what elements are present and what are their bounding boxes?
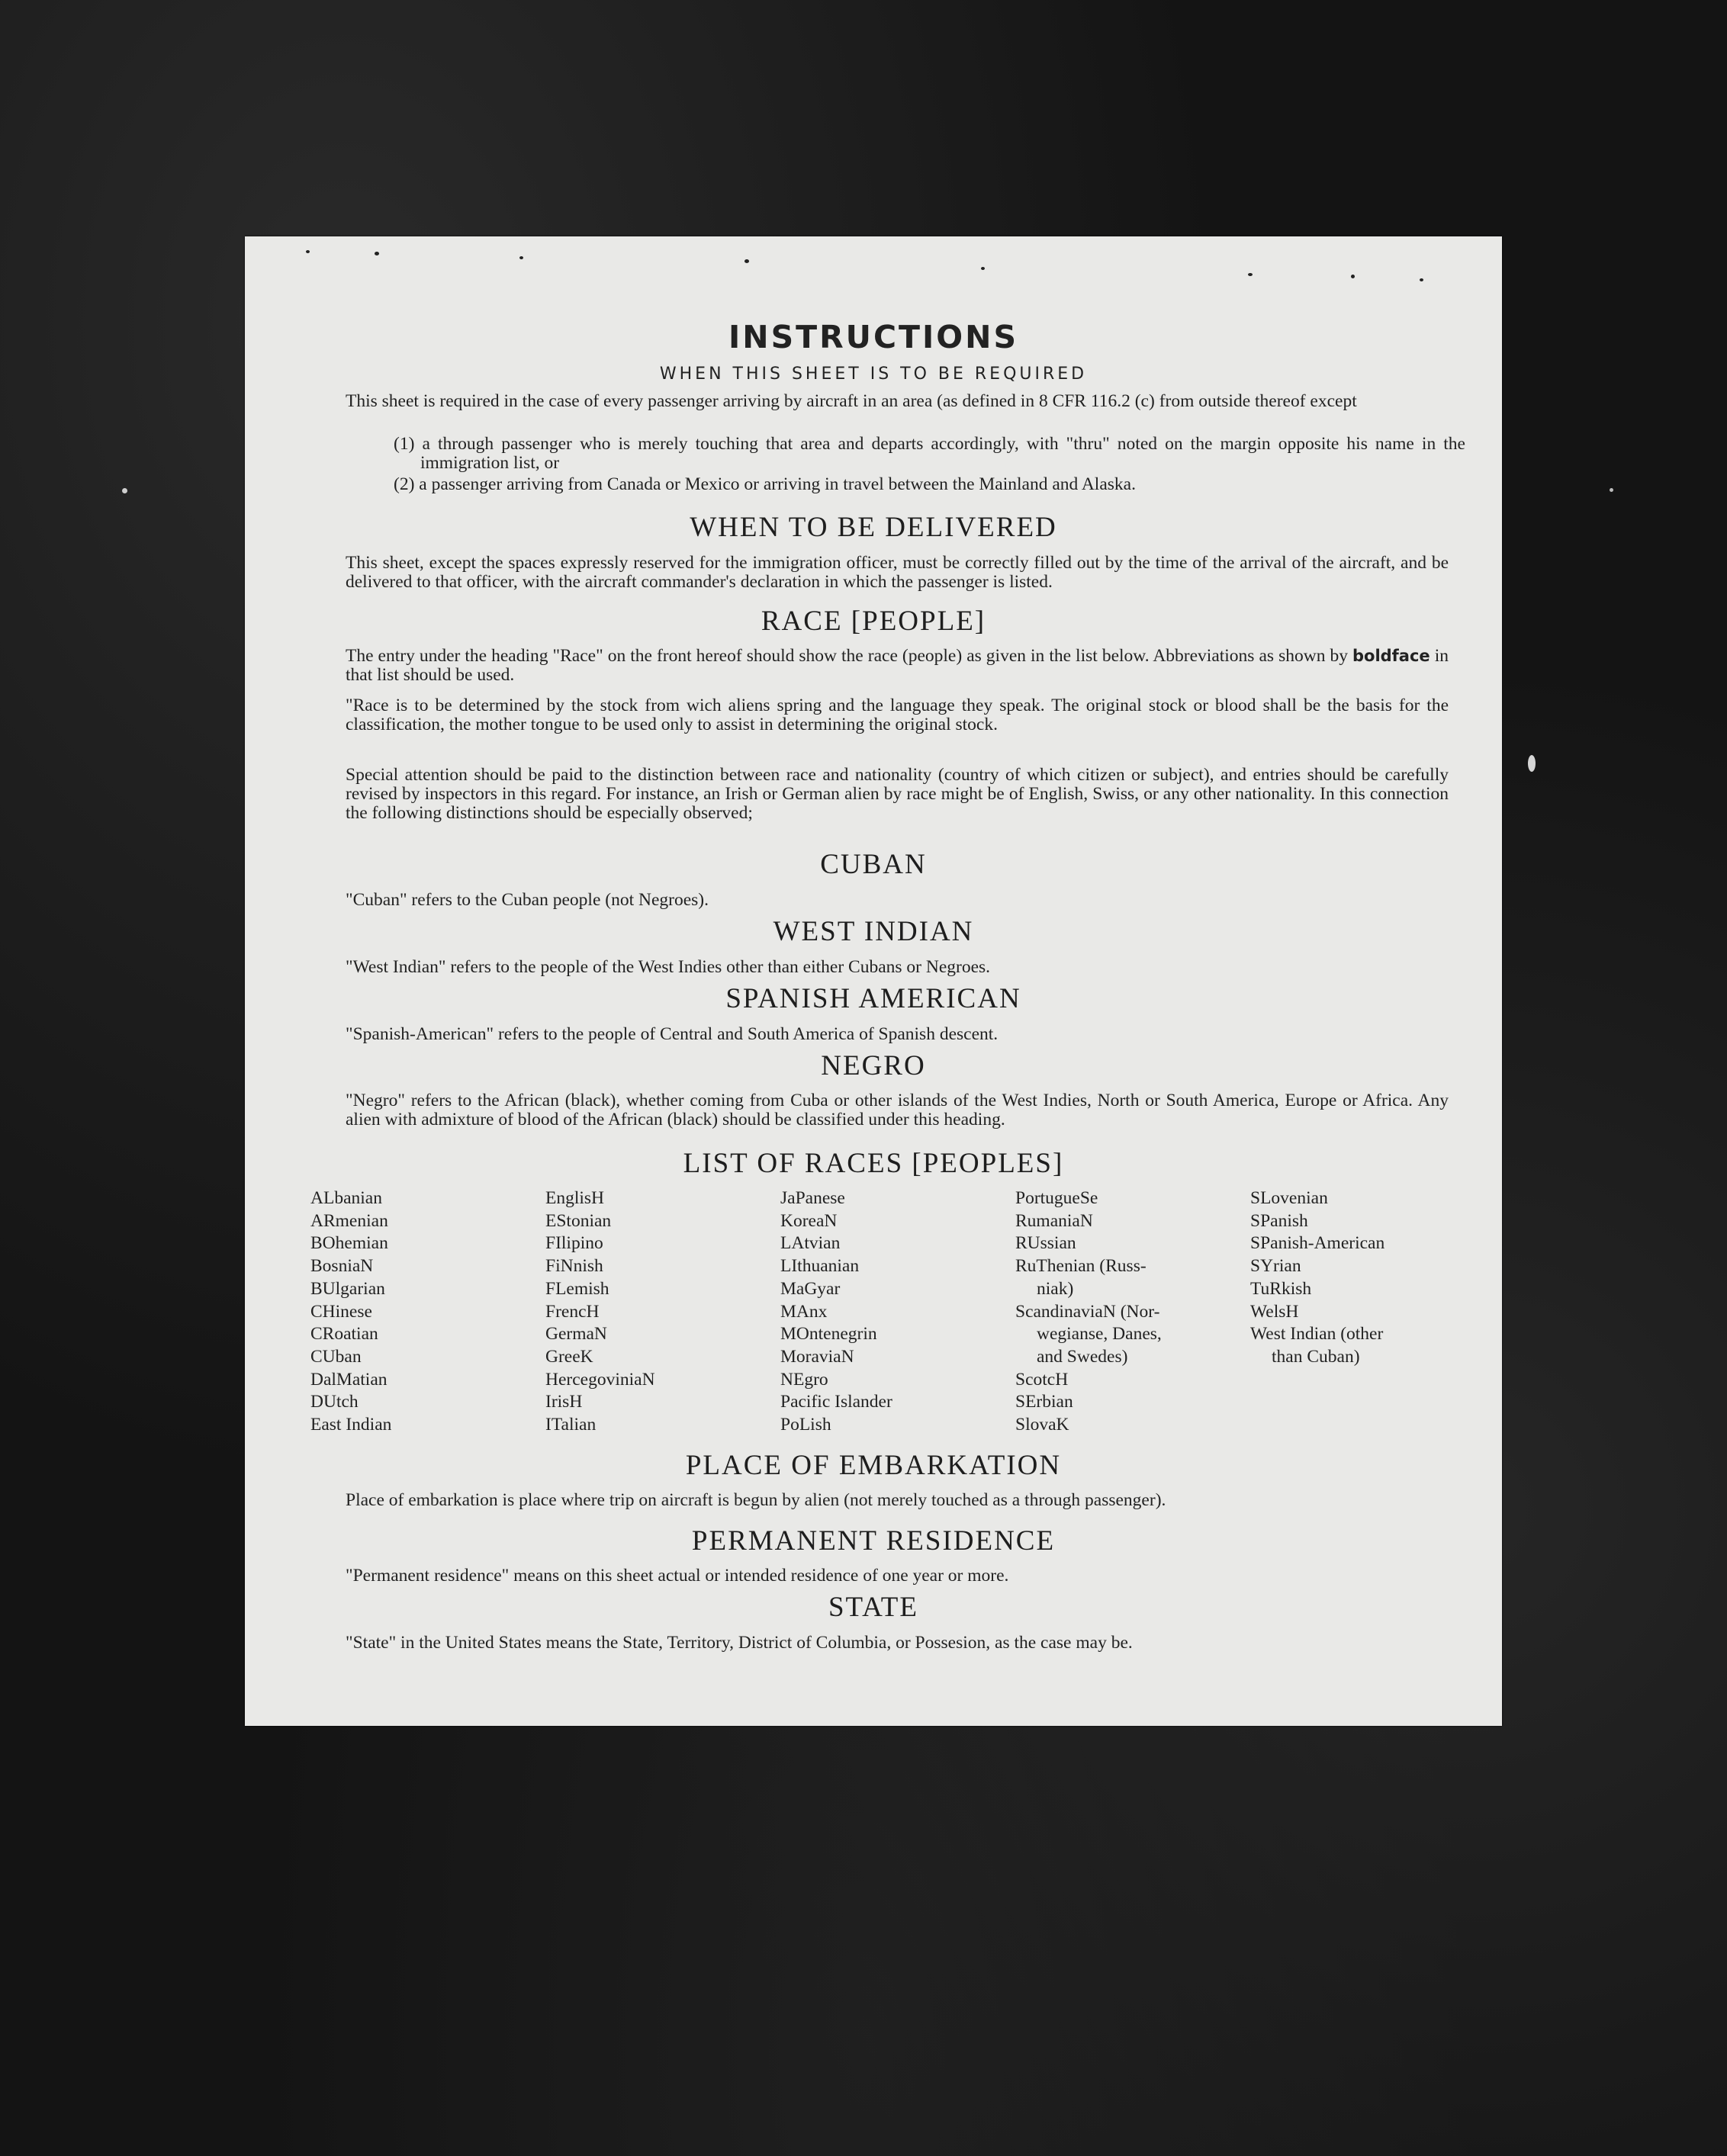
race-item: BOhemian <box>310 1233 388 1254</box>
race-item: KoreaN <box>780 1210 838 1231</box>
race-item: BUlgarian <box>310 1278 385 1299</box>
race-item: MaGyar <box>780 1278 841 1299</box>
race-item: BosniaN <box>310 1256 374 1277</box>
race-item: FIlipino <box>545 1233 603 1254</box>
race-text-1a: The entry under the heading "Race" on the front hereof should show the race (people) as given in the list below. Abbreviations as shown by <box>346 646 1352 666</box>
race-item: CHinese <box>310 1301 372 1322</box>
heading-permanent-residence: PERMANENT RESIDENCE <box>691 1525 1056 1557</box>
race-item: IrisH <box>545 1392 583 1412</box>
west-indian-paragraph <box>307 958 1449 977</box>
heading-list-of-races: LIST OF RACES [PEOPLES] <box>683 1148 1064 1179</box>
heading-spanish-american: SPANISH AMERICAN <box>725 983 1021 1014</box>
race-paragraph-2 <box>307 696 1449 734</box>
race-item: SPanish-American <box>1250 1233 1385 1254</box>
heading-race: RACE [PEOPLE] <box>761 606 986 637</box>
page-subtitle: WHEN THIS SHEET IS TO BE REQUIRED <box>659 365 1088 384</box>
heading-west-indian: WEST INDIAN <box>773 916 974 947</box>
race-item: EStonian <box>545 1210 612 1231</box>
speck <box>1528 755 1536 772</box>
speck <box>981 267 985 270</box>
speck <box>745 259 749 263</box>
race-item: FiNnish <box>545 1256 603 1277</box>
intro-text: This sheet is required in the case of every passenger arriving by aircraft in an area (as defined in 8 CFR 116.2 (c) from outside thereof except <box>346 391 1357 411</box>
race-item: ScandinaviaN (Nor- <box>1015 1301 1160 1322</box>
embarkation-text: Place of embarkation is place where trip on aircraft is begun by alien (not merely touched as a through passenger). <box>346 1490 1166 1510</box>
west-indian-text: "West Indian" refers to the people of the West Indies other than either Cubans or Negroes. <box>346 957 991 977</box>
race-item: DUtch <box>310 1392 359 1412</box>
race-item: ITalian <box>545 1415 597 1435</box>
heading-cuban: CUBAN <box>820 849 927 880</box>
race-item: PoLish <box>780 1415 831 1435</box>
spanish-american-text: "Spanish-American" refers to the people of Central and South America of Spanish descent. <box>346 1024 999 1044</box>
race-item: ScotcH <box>1015 1369 1069 1390</box>
race-text-1b: in that list should be used. <box>346 646 1449 685</box>
race-item: SErbian <box>1015 1392 1073 1412</box>
negro-paragraph <box>307 1091 1449 1129</box>
race-column-5 <box>1250 1187 1485 1437</box>
race-item: SPanish <box>1250 1210 1308 1231</box>
race-text-2: "Race is to be determined by the stock from wich aliens spring and the language they speak. The original stock or blood shall be the basis for the classification, the mother tongue to be used only to assist in determining the original stock. <box>346 696 1449 734</box>
delivered-text: This sheet, except the spaces expressly reserved for the immigration officer, must be correctly filled out by the time of the arrival of the aircraft, and be delivered to that officer, with the aircraft commander's declaration in which the passenger is listed. <box>346 553 1449 592</box>
state-text: "State" in the United States means the State, Territory, District of Columbia, or Possesion, as the case may be. <box>346 1633 1133 1653</box>
speck <box>1351 275 1355 278</box>
race-item: SYrian <box>1250 1256 1301 1277</box>
race-item: MOntenegrin <box>780 1324 877 1345</box>
race-column-4 <box>1015 1187 1250 1437</box>
speck <box>1420 278 1423 281</box>
race-item: MoraviaN <box>780 1346 854 1367</box>
race-item: MAnx <box>780 1301 828 1322</box>
page-title: INSTRUCTIONS <box>728 319 1018 355</box>
race-column-3 <box>780 1187 1015 1437</box>
speck <box>122 488 127 493</box>
race-item: GreeK <box>545 1346 593 1367</box>
race-item: RUssian <box>1015 1233 1076 1254</box>
race-item: RuThenian (Russ- <box>1015 1256 1147 1277</box>
race-item: NEgro <box>780 1369 828 1390</box>
race-item: SLovenian <box>1250 1188 1328 1208</box>
race-item-continuation: and Swedes) <box>1037 1346 1128 1367</box>
race-item-continuation: than Cuban) <box>1272 1346 1360 1367</box>
delivered-paragraph <box>307 554 1449 592</box>
race-item: JaPanese <box>780 1188 845 1208</box>
instruction-sheet <box>245 236 1502 1726</box>
exception-item-1: (1) a through passenger who is merely touching that area and departs accordingly, with "thru" noted on the margin opposite his name in the immigration list, or <box>394 434 1465 473</box>
race-item: West Indian (other <box>1250 1324 1384 1345</box>
race-item: DalMatian <box>310 1369 388 1390</box>
race-column-1 <box>310 1187 545 1437</box>
speck <box>1248 273 1253 276</box>
intro-paragraph <box>307 392 1449 411</box>
race-column-2 <box>545 1187 780 1437</box>
heading-place-of-embarkation: PLACE OF EMBARKATION <box>685 1450 1062 1481</box>
race-item: PortugueSe <box>1015 1188 1098 1208</box>
race-item: WelsH <box>1250 1301 1299 1322</box>
race-item: RumaniaN <box>1015 1210 1093 1231</box>
state-paragraph <box>307 1634 1449 1653</box>
race-item: ALbanian <box>310 1188 382 1208</box>
race-item: Pacific Islander <box>780 1392 892 1412</box>
heading-when-delivered: WHEN TO BE DELIVERED <box>690 512 1057 543</box>
race-item-continuation: niak) <box>1037 1278 1074 1299</box>
race-item: East Indian <box>310 1415 392 1435</box>
race-item: GermaN <box>545 1324 607 1345</box>
race-item: CRoatian <box>310 1324 378 1345</box>
race-item: FrencH <box>545 1301 600 1322</box>
boldface-word: boldface <box>1352 647 1430 665</box>
embarkation-paragraph <box>307 1491 1449 1510</box>
spanish-american-paragraph <box>307 1025 1449 1044</box>
speck <box>375 252 379 255</box>
race-item: TuRkish <box>1250 1278 1312 1299</box>
speck <box>519 256 523 259</box>
speck <box>1610 488 1613 492</box>
race-item: HercegoviniaN <box>545 1369 655 1390</box>
race-paragraph-1 <box>307 647 1449 685</box>
race-item: FLemish <box>545 1278 609 1299</box>
race-item-continuation: wegianse, Danes, <box>1037 1324 1162 1345</box>
race-list <box>310 1187 1485 1437</box>
race-item: CUban <box>310 1346 362 1367</box>
heading-negro: NEGRO <box>821 1050 926 1081</box>
race-item: EnglisH <box>545 1188 605 1208</box>
negro-text: "Negro" refers to the African (black), whether coming from Cuba or other islands of the West Indies, North or South America, Europe or Africa. Any alien with admixture of blood of the African (black) should be classified under this heading. <box>346 1091 1449 1129</box>
cuban-text: "Cuban" refers to the Cuban people (not Negroes). <box>346 890 709 910</box>
race-item: SlovaK <box>1015 1415 1069 1435</box>
exception-item-2: (2) a passenger arriving from Canada or Mexico or arriving in travel between the Mainland and Alaska. <box>394 474 1136 494</box>
residence-paragraph <box>307 1566 1449 1586</box>
cuban-paragraph <box>307 891 1449 910</box>
speck <box>306 250 310 253</box>
race-item: ARmenian <box>310 1210 388 1231</box>
race-text-3: Special attention should be paid to the distinction between race and nationality (country of which citizen or subject), and entries should be carefully revised by inspectors in this regard. For instance, an Irish or German alien by race might be of English, Swiss, or any other nationality. In this connection the following distinctions should be especially observed; <box>346 765 1449 823</box>
residence-text: "Permanent residence" means on this sheet actual or intended residence of one year or more. <box>346 1566 1009 1586</box>
race-paragraph-3 <box>307 766 1449 823</box>
heading-state: STATE <box>828 1592 919 1623</box>
race-item: LIthuanian <box>780 1256 860 1277</box>
race-item: LAtvian <box>780 1233 841 1254</box>
